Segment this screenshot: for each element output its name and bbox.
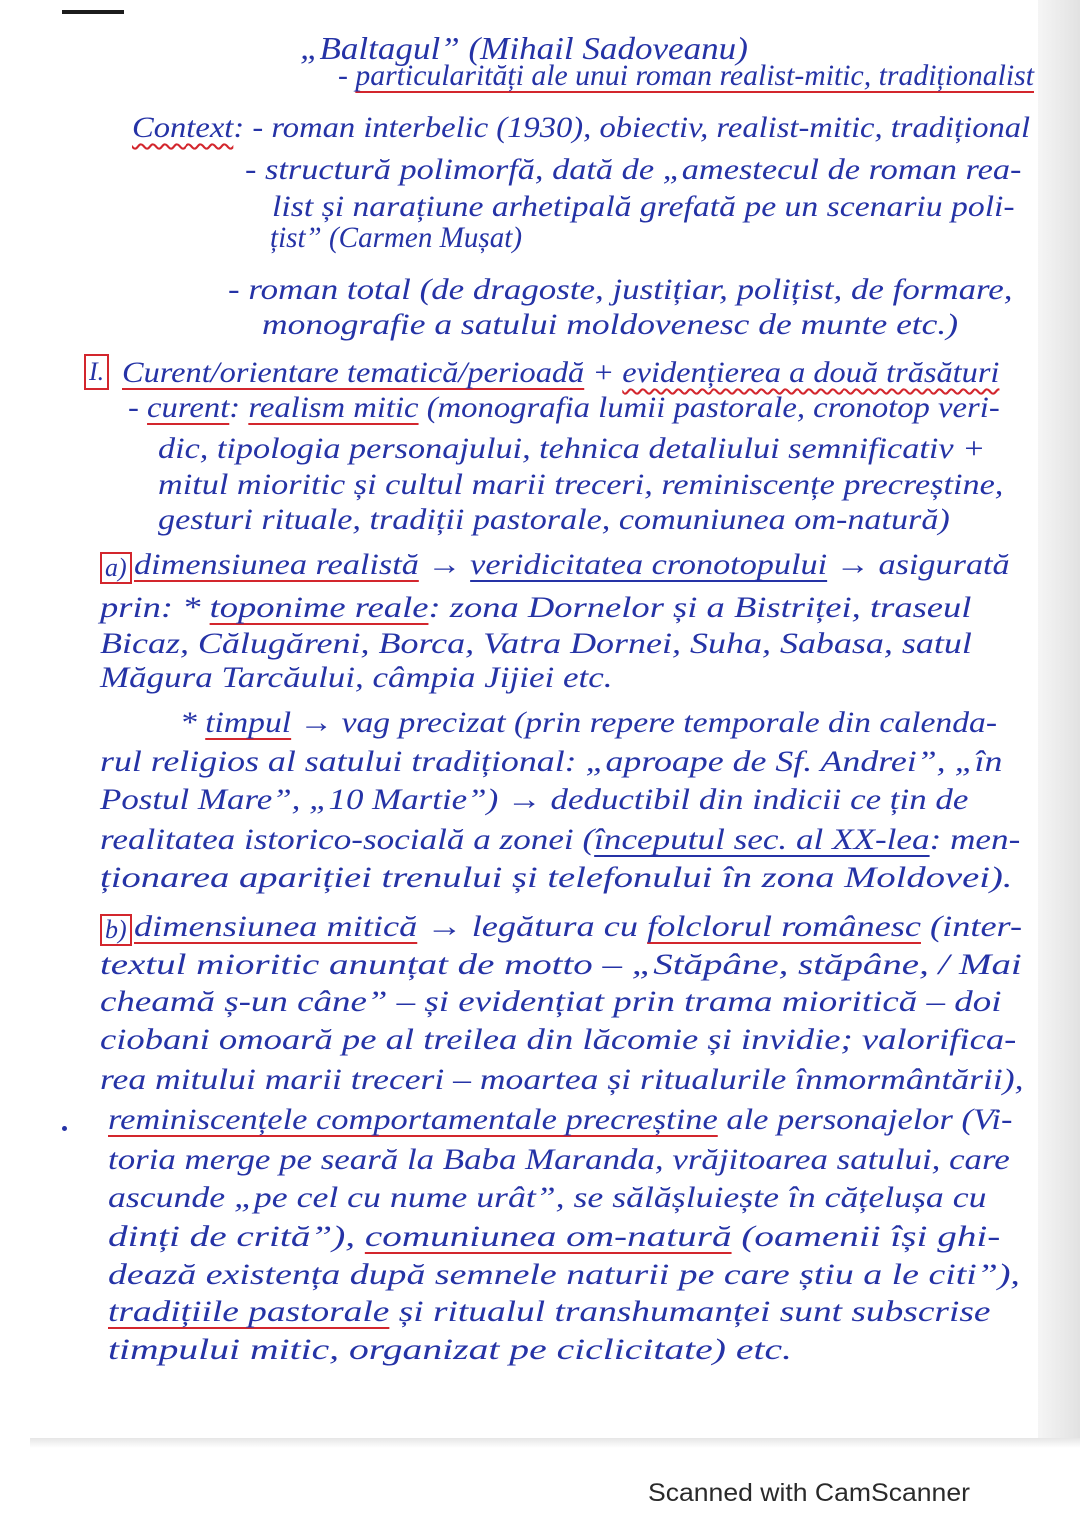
- line-text: →: [418, 548, 471, 581]
- underlined-phrase: începutul sec. al XX-lea: [594, 823, 930, 856]
- context-line: [132, 111, 1030, 145]
- line-text: cheamă ș-un câne” – și evidențiat prin trama mioritică – doi: [100, 985, 1002, 1018]
- heading-keyword: Curent/orientare tematică/perioadă: [122, 356, 585, 389]
- mythic-line: [108, 1333, 792, 1367]
- line-text: ale personajelor (Vi-: [717, 1103, 1013, 1136]
- context-line: [262, 308, 958, 342]
- current-line: [128, 391, 1000, 425]
- underlined-keyword: reminiscențele comportamentale precreștine: [108, 1103, 718, 1136]
- realist-line: [100, 745, 1002, 779]
- context-line: [245, 153, 1021, 187]
- current-line: [158, 503, 950, 537]
- subsection-marker-b: b): [100, 914, 132, 946]
- subtitle-text: particularități ale unui roman realist-mitic, tradiționalist: [355, 59, 1034, 92]
- line-text: și ritualul transhumanței sunt subscrise: [389, 1295, 991, 1328]
- line-text: → vag precizat (prin repere temporale din calenda-: [291, 706, 998, 739]
- context-label: Context: [132, 111, 234, 144]
- line-text: rul religios al satului tradițional: „aproape de Sf. Andrei”, „în: [100, 745, 1003, 778]
- realist-line: [134, 548, 1010, 582]
- subtitle-line: [338, 59, 1034, 93]
- line-text: rea mitului marii treceri – moartea și ritualurile înmormântării),: [100, 1063, 1024, 1096]
- line-text: toria merge pe seară la Baba Maranda, vrăjitoarea satului, care: [108, 1143, 1010, 1176]
- mythic-line: [108, 1258, 1020, 1292]
- underlined-keyword: realism mitic: [248, 391, 419, 424]
- line-text: prin: *: [100, 591, 210, 624]
- realist-line: [100, 823, 1020, 857]
- line-text: : - roman interbelic (1930), obiectiv, realist-mitic, tradițional: [233, 111, 1031, 144]
- line-text: *: [180, 706, 206, 739]
- realist-line: [100, 861, 1012, 895]
- heading-keyword: evidențierea a două trăsături: [622, 356, 1000, 389]
- underlined-phrase: veridicitatea cronotopului: [470, 548, 828, 581]
- mythic-line: [108, 1220, 1000, 1254]
- underlined-keyword: folclorul românesc: [647, 910, 921, 943]
- mythic-line: [108, 1295, 991, 1329]
- line-text: list și narațiune arhetipală grefată pe un scenariu poli-: [272, 190, 1015, 223]
- current-line: [158, 432, 985, 466]
- line-text: - roman total (de dragoste, justițiar, polițist, de formare,: [228, 273, 1013, 306]
- mythic-line: [108, 1143, 1010, 1177]
- context-line: [270, 221, 522, 255]
- underlined-keyword: toponime reale: [209, 591, 429, 624]
- underlined-keyword: dimensiunea realistă: [134, 548, 419, 581]
- line-text: gesturi rituale, tradiții pastorale, comuniunea om-natură): [158, 503, 950, 536]
- mythic-line: [100, 1063, 1023, 1097]
- line-text: ționarea apariției trenului și telefonului în zona Moldovei).: [100, 861, 1013, 894]
- section-marker-roman-one: I.: [84, 354, 109, 390]
- line-text: ascunde „pe cel cu nume urât”, se sălășluiește în cățelușa cu: [108, 1181, 987, 1214]
- line-text: : zona Dornelor și a Bistriței, traseul: [428, 591, 972, 624]
- mythic-line: [100, 1023, 1016, 1057]
- mythic-line: [108, 1103, 1012, 1137]
- scanner-watermark: Scanned with CamScanner: [648, 1479, 970, 1507]
- line-text: → legătura cu: [417, 910, 648, 943]
- current-line: [158, 468, 1003, 502]
- subtitle-dash: -: [338, 59, 356, 92]
- line-text: (inter-: [920, 910, 1023, 943]
- scan-shadow-bottom: [30, 1438, 1080, 1448]
- underlined-keyword: comuniunea om-natură: [364, 1220, 732, 1253]
- mythic-line: [100, 985, 1001, 1019]
- line-text: : men-: [929, 823, 1021, 856]
- line-text: monografie a satului moldovenesc de munte etc.): [262, 308, 959, 341]
- scan-edge-mark: [62, 10, 124, 14]
- line-text: dic, tipologia personajului, tehnica detaliului semnificativ +: [158, 432, 986, 465]
- line-text: (oamenii își ghi-: [731, 1220, 1001, 1253]
- subsection-marker-a: a): [100, 552, 132, 584]
- line-text: Postul Mare”, „10 Martie”) → deductibil din indicii ce țin de: [100, 783, 969, 816]
- realist-line: [100, 783, 968, 817]
- line-text: → asigurată: [827, 548, 1010, 581]
- underlined-keyword: curent: [147, 391, 230, 424]
- mythic-line: [108, 1181, 986, 1215]
- ink-dot: [62, 1126, 67, 1131]
- scan-shadow-right: [1038, 0, 1080, 1446]
- line-text: realitatea istorico-socială a zonei (: [100, 823, 595, 856]
- title-text: „Baltagul” (Mihail Sadoveanu): [300, 30, 748, 66]
- realist-line: [180, 706, 997, 740]
- line-text: dinți de crită”),: [108, 1220, 365, 1253]
- line-text: :: [229, 391, 249, 424]
- realist-line: [100, 591, 971, 625]
- section-heading: [122, 356, 999, 390]
- line-text: +: [584, 356, 623, 389]
- realist-line: [100, 627, 972, 661]
- line-text: dează existența după semnele naturii pe care știu a le citi”),: [108, 1258, 1020, 1291]
- line-text: țist” (Carmen Mușat): [270, 221, 523, 254]
- line-text: Bicaz, Călugăreni, Borca, Vatra Dornei, Suha, Sabasa, satul: [100, 627, 972, 660]
- mythic-line: [100, 948, 1022, 982]
- underlined-keyword: dimensiunea mitică: [134, 910, 418, 943]
- realist-line: [100, 661, 612, 695]
- underlined-keyword: timpul: [205, 706, 292, 739]
- line-text: (monografia lumii pastorale, cronotop veri-: [418, 391, 1000, 424]
- line-text: -: [128, 391, 148, 424]
- line-text: timpului mitic, organizat pe ciclicitate) etc.: [108, 1333, 792, 1366]
- line-text: ciobani omoară pe al treilea din lăcomie și invidie; valorifica-: [100, 1023, 1017, 1056]
- line-text: - structură polimorfă, dată de „amestecul de roman rea-: [245, 153, 1022, 186]
- context-line: [228, 273, 1013, 307]
- line-text: Măgura Tarcăului, câmpia Jijiei etc.: [100, 661, 613, 694]
- line-text: mitul mioritic și cultul marii treceri, reminiscențe precreștine,: [158, 468, 1004, 501]
- line-text: textul mioritic anunțat de motto – „Stăpâne, stăpâne, / Mai: [100, 948, 1022, 981]
- context-line: [272, 190, 1015, 224]
- underlined-keyword: tradițiile pastorale: [108, 1295, 390, 1328]
- mythic-line: [134, 910, 1022, 944]
